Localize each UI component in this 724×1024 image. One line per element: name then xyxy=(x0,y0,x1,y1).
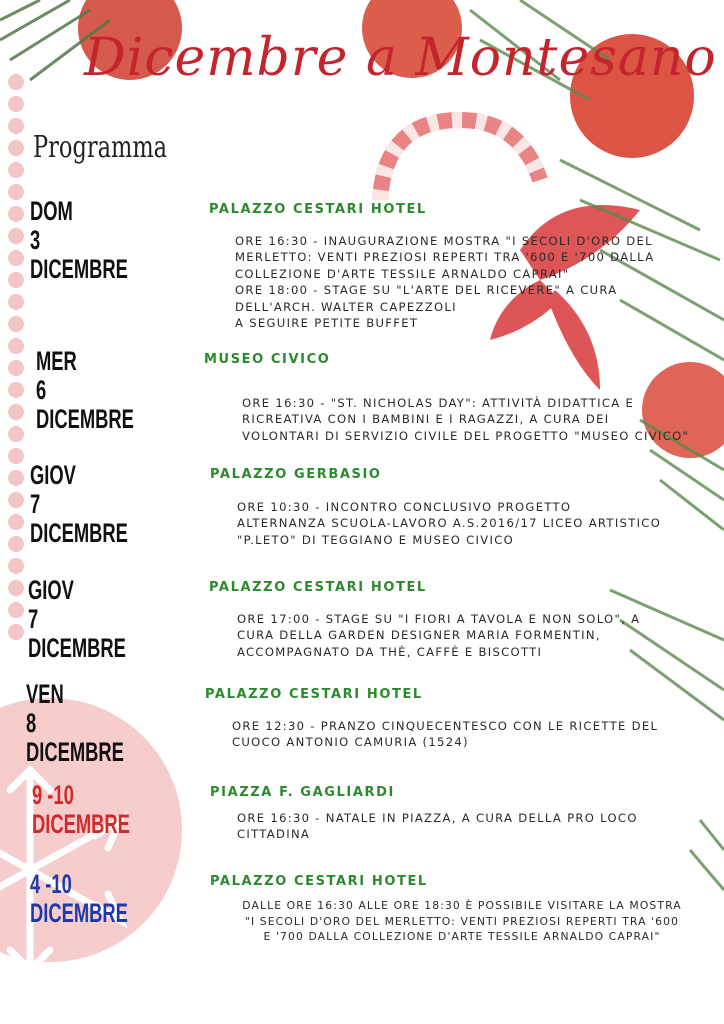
date-number: 3 xyxy=(30,225,41,255)
event-description xyxy=(237,810,638,843)
event-date xyxy=(36,347,134,434)
candy-cane xyxy=(380,120,540,200)
event-venue: MUSEO CIVICO xyxy=(204,352,331,367)
event-description xyxy=(232,898,692,945)
event-description xyxy=(237,611,640,660)
event-date xyxy=(28,576,126,663)
desc-line: ORE 10:30 - INCONTRO CONCLUSIVO PROGETTO xyxy=(237,500,572,514)
event-description xyxy=(235,233,654,331)
date-number: 7 xyxy=(28,604,39,634)
event-venue: PALAZZO CESTARI HOTEL xyxy=(210,874,428,889)
desc-line: ACCOMPAGNATO DA THÈ, CAFFÈ E BISCOTTI xyxy=(237,644,543,659)
desc-line: ORE 16:30 - "ST. NICHOLAS DAY": ATTIVITÀ DIDATTICA E xyxy=(242,396,635,410)
event-date xyxy=(26,680,124,767)
event-description xyxy=(232,718,658,751)
event-date xyxy=(32,781,130,839)
desc-line: CUOCO ANTONIO CAMURIA (1524) xyxy=(232,735,469,750)
date-month: DICEMBRE xyxy=(30,254,128,284)
date-month: DICEMBRE xyxy=(30,898,128,928)
date-month: DICEMBRE xyxy=(32,809,130,839)
event-date xyxy=(30,870,128,928)
desc-line: A SEGUIRE PETITE BUFFET xyxy=(235,316,419,331)
date-range: 4 -10 xyxy=(30,869,72,899)
desc-line: ALTERNANZA SCUOLA-LAVORO A.S.2016/17 LICEO ARTISTICO xyxy=(237,516,662,531)
desc-line: "I SECOLI D'ORO DEL MERLETTO: VENTI PREZIOSI REPERTI TRA '600 xyxy=(244,914,680,928)
date-day: DOM xyxy=(30,196,73,226)
desc-line: ORE 18:00 - STAGE SU "L'ARTE DEL RICEVERE" A CURA xyxy=(235,283,618,298)
desc-line: ORE 12:30 - PRANZO CINQUECENTESCO CON LE RICETTE DEL xyxy=(232,719,659,733)
desc-line: COLLEZIONE D'ARTE TESSILE ARNALDO CAPRAI" xyxy=(235,266,570,281)
desc-line: DELL'ARCH. WALTER CAPEZZOLI xyxy=(235,299,457,314)
left-dot-border xyxy=(8,74,24,640)
event-venue: PALAZZO CESTARI HOTEL xyxy=(205,687,423,702)
date-day: GIOV xyxy=(28,575,74,605)
date-number: 8 xyxy=(26,708,37,738)
date-day: VEN xyxy=(26,679,64,709)
date-month: DICEMBRE xyxy=(26,737,124,767)
desc-line: CITTADINA xyxy=(237,827,311,842)
desc-line: MERLETTO: VENTI PREZIOSI REPERTI TRA '600 E '700 DALLA xyxy=(235,250,655,265)
date-month: DICEMBRE xyxy=(36,404,134,434)
date-month: DICEMBRE xyxy=(28,633,126,663)
date-month: DICEMBRE xyxy=(30,518,128,548)
date-range: 9 -10 xyxy=(32,780,74,810)
desc-line: "P.LETO" DI TEGGIANO E MUSEO CIVICO xyxy=(237,532,515,547)
desc-line: RICREATIVA CON I BAMBINI E I RAGAZZI, A CURA DEI xyxy=(242,412,610,427)
page-title: Dicembre a Montesano xyxy=(84,28,717,88)
desc-line: ORE 16:30 - INAUGURAZIONE MOSTRA "I SECOLI D'ORO DEL xyxy=(235,234,653,248)
desc-line: ORE 17:00 - STAGE SU "I FIORI A TAVOLA E NON SOLO", A xyxy=(237,612,641,626)
desc-line: DALLE ORE 16:30 ALLE ORE 18:30 È POSSIBILE VISITARE LA MOSTRA xyxy=(242,899,682,912)
event-venue: PALAZZO CESTARI HOTEL xyxy=(209,580,427,595)
event-date xyxy=(30,461,128,548)
event-venue: PALAZZO CESTARI HOTEL xyxy=(209,202,427,217)
event-venue: PIAZZA F. GAGLIARDI xyxy=(210,785,395,800)
event-description xyxy=(242,395,689,444)
desc-line: E '700 DALLA COLLEZIONE D'ARTE TESSILE ARNALDO CAPRAI" xyxy=(263,930,661,943)
date-day: MER xyxy=(36,346,77,376)
desc-line: CURA DELLA GARDEN DESIGNER MARIA FORMENTIN, xyxy=(237,628,601,643)
desc-line: ORE 16:30 - NATALE IN PIAZZA, A CURA DELLA PRO LOCO xyxy=(237,811,638,825)
date-number: 6 xyxy=(36,375,47,405)
date-number: 7 xyxy=(30,489,41,519)
desc-line: VOLONTARI DI SERVIZIO CIVILE DEL PROGETTO "MUSEO CIVICO" xyxy=(242,428,690,443)
page-subtitle: Programma xyxy=(33,130,168,165)
event-description xyxy=(237,499,661,548)
date-day: GIOV xyxy=(30,460,76,490)
event-venue: PALAZZO GERBASIO xyxy=(210,467,382,482)
event-date xyxy=(30,197,128,284)
